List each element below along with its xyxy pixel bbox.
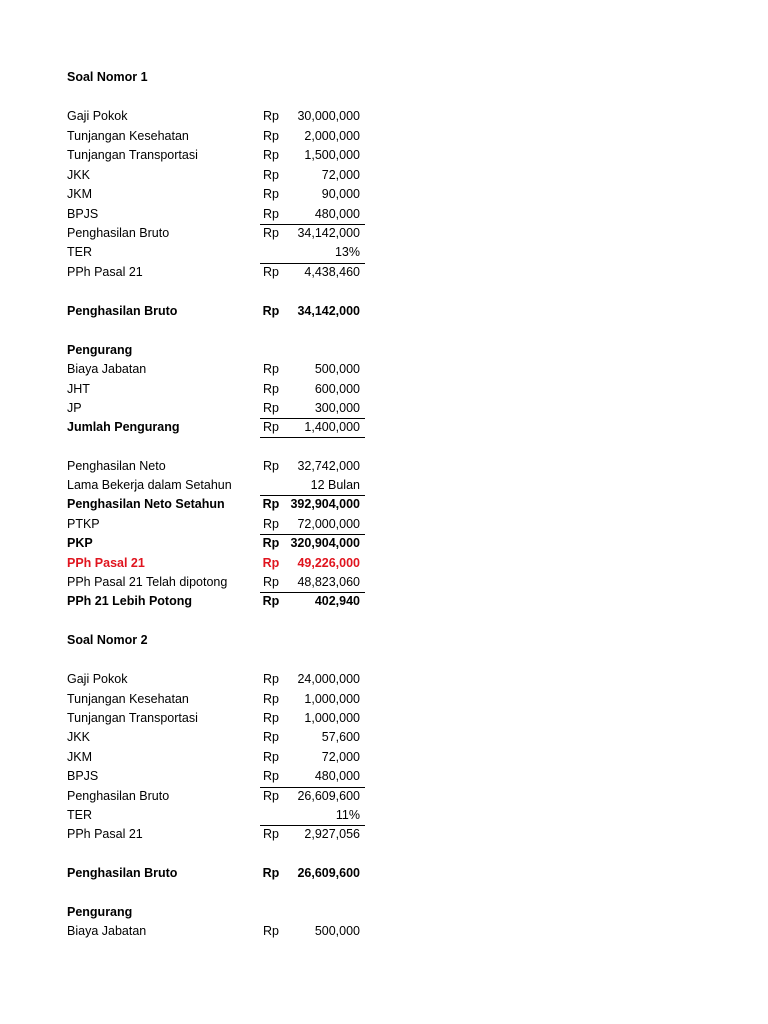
row-value: 32,742,000 <box>297 459 360 473</box>
table-row <box>0 418 768 438</box>
currency-label: Rp <box>262 866 280 880</box>
row-label: JKM <box>67 750 92 764</box>
row-label: Tunjangan Kesehatan <box>67 129 189 143</box>
row-label: Penghasilan Bruto <box>67 789 170 803</box>
row-value: 26,609,600 <box>297 789 360 803</box>
currency-label: Rp <box>263 420 279 434</box>
table-row <box>0 922 768 942</box>
row-label: TER <box>67 245 92 259</box>
row-value: 72,000 <box>321 750 360 764</box>
row-value: 12 Bulan <box>310 478 360 492</box>
row-value: 24,000,000 <box>297 672 360 686</box>
row-value: 600,000 <box>314 382 360 396</box>
row-value: 34,142,000 <box>297 304 360 318</box>
row-label: Jumlah Pengurang <box>67 420 180 434</box>
row-label: BPJS <box>67 207 99 221</box>
table-row <box>0 495 768 515</box>
row-label: Tunjangan Kesehatan <box>67 692 189 706</box>
row-value: 480,000 <box>314 769 360 783</box>
row-label: Gaji Pokok <box>67 109 128 123</box>
row-value: 320,904,000 <box>290 536 360 550</box>
row-label: PPh Pasal 21 <box>67 556 145 570</box>
table-row <box>0 476 768 496</box>
row-value: 1,400,000 <box>304 420 360 434</box>
row-label: JKK <box>67 730 90 744</box>
table-row <box>0 243 768 263</box>
row-value: 500,000 <box>314 924 360 938</box>
table-row <box>0 457 768 477</box>
row-label: Penghasilan Bruto <box>67 304 178 318</box>
row-label: Tunjangan Transportasi <box>67 711 198 725</box>
row-label: PPh Pasal 21 <box>67 827 143 841</box>
currency-label: Rp <box>262 594 280 608</box>
currency-label: Rp <box>262 556 280 570</box>
row-value: 2,927,056 <box>304 827 360 841</box>
row-label: Tunjangan Transportasi <box>67 148 198 162</box>
table-row <box>0 380 768 400</box>
row-value: 1,500,000 <box>304 148 360 162</box>
currency-label: Rp <box>263 672 279 686</box>
currency-label: Rp <box>263 827 279 841</box>
row-value: 2,000,000 <box>304 129 360 143</box>
currency-label: Rp <box>263 109 279 123</box>
subsection-title-row <box>0 341 768 361</box>
subsection-title-row <box>0 903 768 923</box>
table-row <box>0 573 768 593</box>
currency-label: Rp <box>263 362 279 376</box>
row-value: 13% <box>334 245 360 259</box>
row-value: 300,000 <box>314 401 360 415</box>
row-label: Penghasilan Bruto <box>67 226 170 240</box>
row-label: JP <box>67 401 82 415</box>
row-label: PTKP <box>67 517 100 531</box>
table-row <box>0 748 768 768</box>
table-row <box>0 709 768 729</box>
row-value: 30,000,000 <box>297 109 360 123</box>
table-row <box>0 263 768 283</box>
row-label: Biaya Jabatan <box>67 362 147 376</box>
subsection-title: Pengurang <box>67 905 133 919</box>
row-value: 402,940 <box>314 594 360 608</box>
table-row <box>0 534 768 554</box>
table-row <box>0 787 768 807</box>
currency-label: Rp <box>262 304 280 318</box>
row-value: 480,000 <box>314 207 360 221</box>
section-title-row <box>0 68 768 88</box>
table-row <box>0 864 768 884</box>
subsection-title: Pengurang <box>67 343 133 357</box>
table-row <box>0 107 768 127</box>
currency-label: Rp <box>263 459 279 473</box>
section-title: Soal Nomor 1 <box>67 70 148 84</box>
row-value: 72,000,000 <box>297 517 360 531</box>
row-value: 48,823,060 <box>297 575 360 589</box>
currency-label: Rp <box>263 517 279 531</box>
row-label: PPh Pasal 21 Telah dipotong <box>67 575 228 589</box>
currency-label: Rp <box>263 207 279 221</box>
table-row <box>0 670 768 690</box>
currency-label: Rp <box>263 148 279 162</box>
currency-label: Rp <box>263 730 279 744</box>
currency-label: Rp <box>263 187 279 201</box>
currency-label: Rp <box>263 789 279 803</box>
row-value: 72,000 <box>321 168 360 182</box>
currency-label: Rp <box>263 750 279 764</box>
row-value: 4,438,460 <box>304 265 360 279</box>
table-row <box>0 127 768 147</box>
row-label: PPh Pasal 21 <box>67 265 143 279</box>
row-value: 392,904,000 <box>290 497 360 511</box>
currency-label: Rp <box>263 401 279 415</box>
currency-label: Rp <box>263 692 279 706</box>
currency-label: Rp <box>263 129 279 143</box>
table-row <box>0 690 768 710</box>
row-label: TER <box>67 808 92 822</box>
row-value: 1,000,000 <box>304 711 360 725</box>
row-label: PPh 21 Lebih Potong <box>67 594 193 608</box>
table-row <box>0 302 768 322</box>
row-value: 57,600 <box>321 730 360 744</box>
currency-label: Rp <box>263 924 279 938</box>
section-title: Soal Nomor 2 <box>67 633 148 647</box>
table-row <box>0 592 768 612</box>
currency-label: Rp <box>263 711 279 725</box>
row-label: JKM <box>67 187 92 201</box>
currency-label: Rp <box>263 575 279 589</box>
table-row <box>0 360 768 380</box>
table-row <box>0 166 768 186</box>
table-row <box>0 825 768 845</box>
section-title-row <box>0 631 768 651</box>
row-label: JHT <box>67 382 90 396</box>
table-row <box>0 224 768 244</box>
currency-label: Rp <box>263 382 279 396</box>
row-value: 1,000,000 <box>304 692 360 706</box>
currency-label: Rp <box>263 226 279 240</box>
row-value: 90,000 <box>321 187 360 201</box>
currency-label: Rp <box>262 497 280 511</box>
row-label: Lama Bekerja dalam Setahun <box>67 478 232 492</box>
row-label: Biaya Jabatan <box>67 924 147 938</box>
row-value: 49,226,000 <box>297 556 360 570</box>
table-row <box>0 806 768 826</box>
row-value: 11% <box>335 808 360 822</box>
table-row <box>0 767 768 787</box>
row-label: Gaji Pokok <box>67 672 128 686</box>
row-value: 500,000 <box>314 362 360 376</box>
row-label: Penghasilan Neto <box>67 459 166 473</box>
row-label: BPJS <box>67 769 99 783</box>
currency-label: Rp <box>262 536 280 550</box>
row-value: 34,142,000 <box>297 226 360 240</box>
table-row <box>0 205 768 225</box>
row-label: PKP <box>67 536 93 550</box>
table-row-highlight <box>0 554 768 574</box>
table-row <box>0 728 768 748</box>
row-label: Penghasilan Bruto <box>67 866 178 880</box>
table-row <box>0 515 768 535</box>
table-row <box>0 185 768 205</box>
table-row <box>0 399 768 419</box>
currency-label: Rp <box>263 168 279 182</box>
row-value: 26,609,600 <box>297 866 360 880</box>
currency-label: Rp <box>263 265 279 279</box>
sum-underline <box>260 437 365 438</box>
row-label: JKK <box>67 168 90 182</box>
table-row <box>0 146 768 166</box>
row-label: Penghasilan Neto Setahun <box>67 497 225 511</box>
currency-label: Rp <box>263 769 279 783</box>
